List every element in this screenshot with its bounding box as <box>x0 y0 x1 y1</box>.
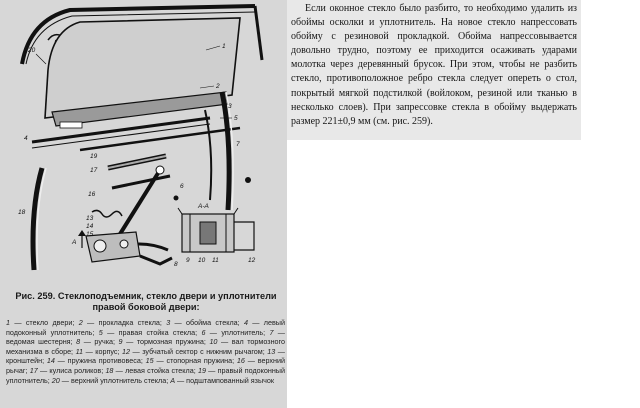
legend-number: 17 <box>29 365 38 375</box>
callout-2: 2 <box>216 83 220 90</box>
callout-1: 1 <box>222 43 226 50</box>
callout-11: 11 <box>212 257 219 264</box>
legend-item: 13 — кронштейн; <box>6 346 285 366</box>
legend-item: 18 — левая стойка стекла; <box>105 365 198 375</box>
right-text-column <box>287 0 581 140</box>
legend-item: 1 — стекло двери; <box>6 318 79 327</box>
legend-item: 6 — уплотнитель; <box>201 327 270 337</box>
legend-number: 6 <box>201 327 206 337</box>
legend-item: 19 — правый подоконный уплотнитель; <box>6 365 285 385</box>
legend-item: 10 — вал тормозного механизма в сборе; <box>6 337 285 356</box>
callout-16: 16 <box>88 191 96 198</box>
legend-number: 16 <box>236 356 245 366</box>
legend-number: 7 <box>269 327 274 337</box>
callout-a: A <box>72 239 77 246</box>
legend-item: A — подштампованный язычок <box>170 375 275 385</box>
callout-17: 17 <box>90 167 98 174</box>
callout-12: 12 <box>248 257 256 264</box>
callout-9: 9 <box>186 257 190 264</box>
legend-number: 1 <box>6 318 10 327</box>
callout-7: 7 <box>236 141 240 148</box>
figure-legend <box>6 318 285 385</box>
legend-number: 13 <box>267 346 276 356</box>
figure-title: Рис. 259. Стеклоподъемник, стекло двери и уплотнители правой боковой двери: <box>15 291 277 312</box>
callout-4: 4 <box>24 135 28 142</box>
legend-item: 15 — стопорная пружина; <box>145 356 237 366</box>
legend-number: 12 <box>122 346 130 356</box>
legend-number: 20 <box>51 375 60 385</box>
callout-18: 18 <box>18 209 26 216</box>
callout-15: 15 <box>86 231 94 238</box>
legend-item: 11 — корпус; <box>75 346 122 356</box>
callout-3: 3 <box>228 103 232 110</box>
legend-number: 9 <box>118 337 123 347</box>
callout-8: 8 <box>174 261 178 268</box>
legend-item: 8 — ручка; <box>76 337 119 347</box>
legend-number: 11 <box>75 346 84 356</box>
callout-6: 6 <box>180 183 184 190</box>
legend-item: 12 — зубчатый сектор с нижним рычагом; <box>122 346 268 356</box>
door-window-regulator-drawing <box>0 0 287 290</box>
legend-number: 14 <box>46 356 55 366</box>
left-page-scan <box>0 0 287 408</box>
legend-item: 9 — тормозная пружина; <box>118 337 210 347</box>
legend-item: 16 — верхний рычаг; <box>6 356 285 375</box>
legend-number: 15 <box>145 356 154 366</box>
callout-5: 5 <box>234 115 238 122</box>
callout-section-a-a: А-А <box>198 203 209 210</box>
legend-number: A <box>170 375 175 385</box>
legend-number: 4 <box>243 318 248 327</box>
legend-item: 17 — кулиса роликов; <box>29 365 106 375</box>
legend-number: 18 <box>105 365 114 375</box>
legend-item: 5 — правая стойка стекла; <box>98 327 202 337</box>
legend-number: 5 <box>98 327 103 337</box>
legend-number: 19 <box>197 365 206 375</box>
legend-item: 7 — ведомая шестерня; <box>6 327 285 347</box>
repair-instructions-paragraph: Если оконное стекло было разбито, то необходимо удалить из обоймы осколки и уплотнитель. На новое стекло напрессовать обойму с резиновой прокладкой. Обойма напрессовывается довольно трудно, поэтому ее приходится осаживать ударами молотка через деревянный брусок. При этом, чтобы не разбить стекло, противоположное ребро стекла следует опереть о стол, покрытый мягкой подстилкой (войлоком, резиной или тканью в несколько слоев). При запрессовке стекла в обойму выдержать размер 221±0,9 мм (см. рис. 259). <box>291 3 577 127</box>
legend-number: 8 <box>76 337 81 347</box>
callout-14: 14 <box>86 223 94 230</box>
legend-item: 20 — верхний уплотнитель стекла; <box>51 375 171 385</box>
legend-number: 2 <box>78 318 83 327</box>
legend-number: 10 <box>209 337 218 347</box>
legend-item: 4 — левый подоконный уплотнитель; <box>6 318 285 337</box>
callout-10: 10 <box>198 257 206 264</box>
callout-20: 20 <box>28 47 36 54</box>
legend-item: 2 — прокладка стекла; <box>78 318 167 327</box>
legend-item: 3 — обойма стекла; <box>166 318 244 327</box>
legend-number: 3 <box>166 318 171 327</box>
legend-item: 14 — пружина противовеса; <box>46 356 146 366</box>
callout-13: 13 <box>86 215 94 222</box>
callout-19: 19 <box>90 153 98 160</box>
